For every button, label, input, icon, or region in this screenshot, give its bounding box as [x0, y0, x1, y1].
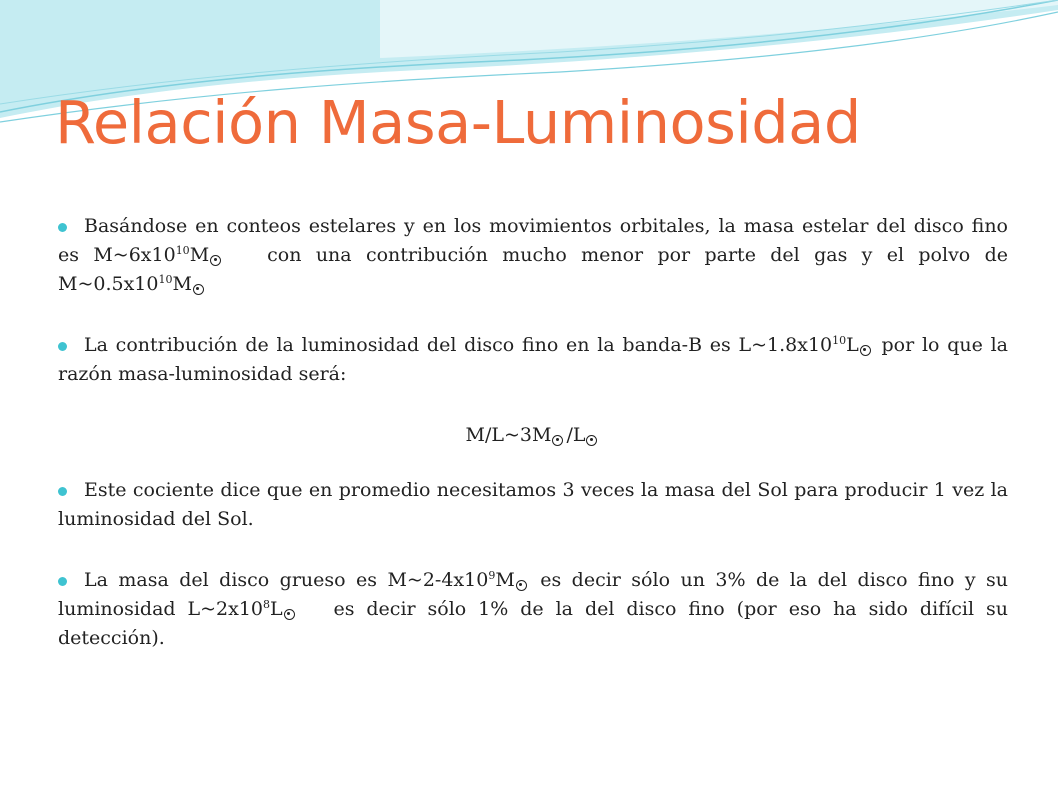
sun-symbol-icon	[586, 435, 597, 446]
bullet-text: La masa del disco grueso es $M\sim 2-4x10^9M$ es decir sólo un 3% de la del disco fino y su luminosidad $L\sim 2x10^8L$ es decir sólo 1% de la del disco fino (por eso ha sido difícil su detección).	[58, 569, 1015, 649]
sun-symbol-icon	[210, 255, 221, 266]
bullet-dot	[58, 487, 67, 496]
list-item	[58, 566, 1015, 653]
bullet-text: La contribución de la luminosidad del disco fino en la banda-B es $L\sim 1.8x10^{10}L$ por lo que la razón masa-luminosidad será:	[58, 334, 1008, 385]
bullet-text: Basándose en conteos estelares y en los movimientos orbitales, la masa estelar del disco fino es $M\sim 6x10^{10}M$ con una contribución mucho menor por parte del gas y el polvo de $M\sim 0.5x10^{10}M$	[58, 215, 1015, 295]
sun-symbol-icon	[284, 609, 295, 620]
sun-symbol-icon	[860, 345, 871, 356]
slide-content	[58, 212, 1015, 653]
bullet-dot	[58, 577, 67, 586]
list-item	[58, 212, 1015, 299]
formula: M/L~3M /L	[58, 421, 1008, 450]
slide-title: Relación Masa-Luminosidad	[55, 88, 861, 157]
list-item	[58, 476, 1008, 534]
bullet-dot	[58, 223, 67, 232]
list-item	[58, 331, 1008, 389]
bullet-dot	[58, 342, 67, 351]
sun-symbol-icon	[552, 435, 563, 446]
sun-symbol-icon	[516, 580, 527, 591]
bullet-text: Este cociente dice que en promedio necesitamos 3 veces la masa del Sol para producir 1 vez la luminosidad del Sol.	[58, 479, 1008, 530]
sun-symbol-icon	[193, 284, 204, 295]
